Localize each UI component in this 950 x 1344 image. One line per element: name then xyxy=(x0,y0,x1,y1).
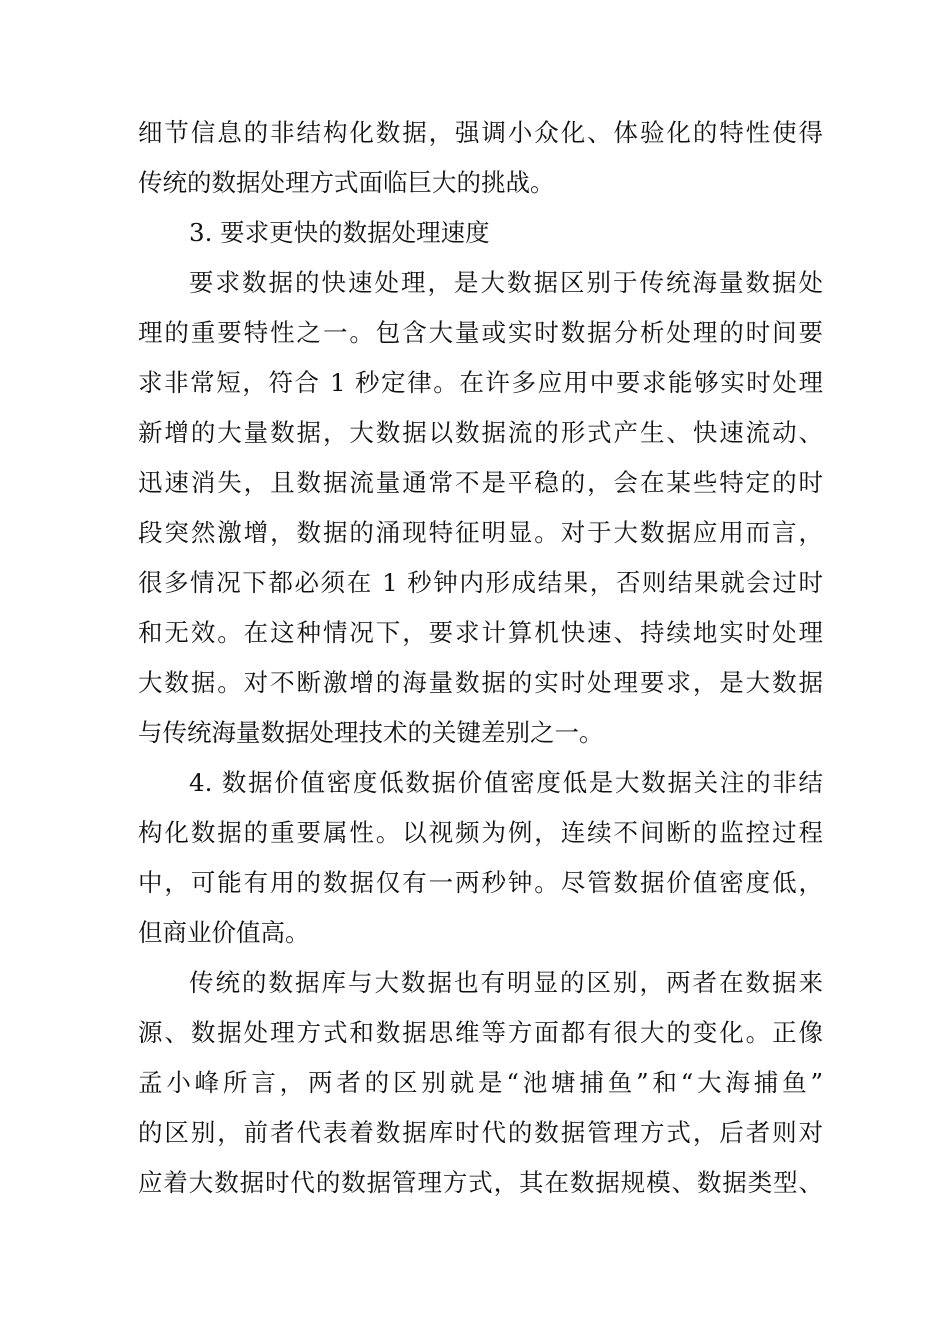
text-line: 应着大数据时代的数据管理方式，其在数据规模、数据类型、 xyxy=(138,1168,823,1197)
text-line: 和无效。在这种情况下，要求计算机快速、持续地实时处理 xyxy=(138,618,823,647)
text-line: 与传统海量数据处理技术的关键差别之一。 xyxy=(138,718,604,747)
text-line: 的区别，前者代表着数据库时代的数据管理方式，后者则对 xyxy=(138,1118,823,1147)
text-line: 孟小峰所言，两者的区别就是“池塘捕鱼”和“大海捕鱼” xyxy=(138,1068,823,1097)
text-line: 迅速消失，且数据流量通常不是平稳的，会在某些特定的时 xyxy=(138,468,823,497)
section-heading-4: 4. 数据价值密度低数据价值密度低是大数据关注的非结 xyxy=(189,768,823,797)
text-line: 很多情况下都必须在 1 秒钟内形成结果，否则结果就会过时 xyxy=(138,568,823,597)
paragraph-first-line: 传统的数据库与大数据也有明显的区别，两者在数据来 xyxy=(189,968,823,997)
text-line: 新增的大量数据，大数据以数据流的形式产生、快速流动、 xyxy=(138,418,823,447)
document-body xyxy=(138,108,823,1208)
text-line: 大数据。对不断激增的海量数据的实时处理要求，是大数据 xyxy=(138,668,823,697)
section-heading-3: 3. 要求更快的数据处理速度 xyxy=(189,218,490,247)
text-line: 求非常短，符合 1 秒定律。在许多应用中要求能够实时处理 xyxy=(138,368,823,397)
text-line: 但商业价值高。 xyxy=(138,918,310,947)
text-line: 理的重要特性之一。包含大量或实时数据分析处理的时间要 xyxy=(138,318,823,347)
text-line: 段突然激增，数据的涌现特征明显。对于大数据应用而言， xyxy=(138,518,823,547)
text-line: 中，可能有用的数据仅有一两秒钟。尽管数据价值密度低， xyxy=(138,868,823,897)
text-line: 传统的数据处理方式面临巨大的挑战。 xyxy=(138,168,555,197)
paragraph-first-line: 要求数据的快速处理，是大数据区别于传统海量数据处 xyxy=(189,268,823,297)
text-line: 构化数据的重要属性。以视频为例，连续不间断的监控过程 xyxy=(138,818,823,847)
text-line: 源、数据处理方式和数据思维等方面都有很大的变化。正像 xyxy=(138,1018,823,1047)
text-line: 细节信息的非结构化数据，强调小众化、体验化的特性使得 xyxy=(138,118,823,147)
